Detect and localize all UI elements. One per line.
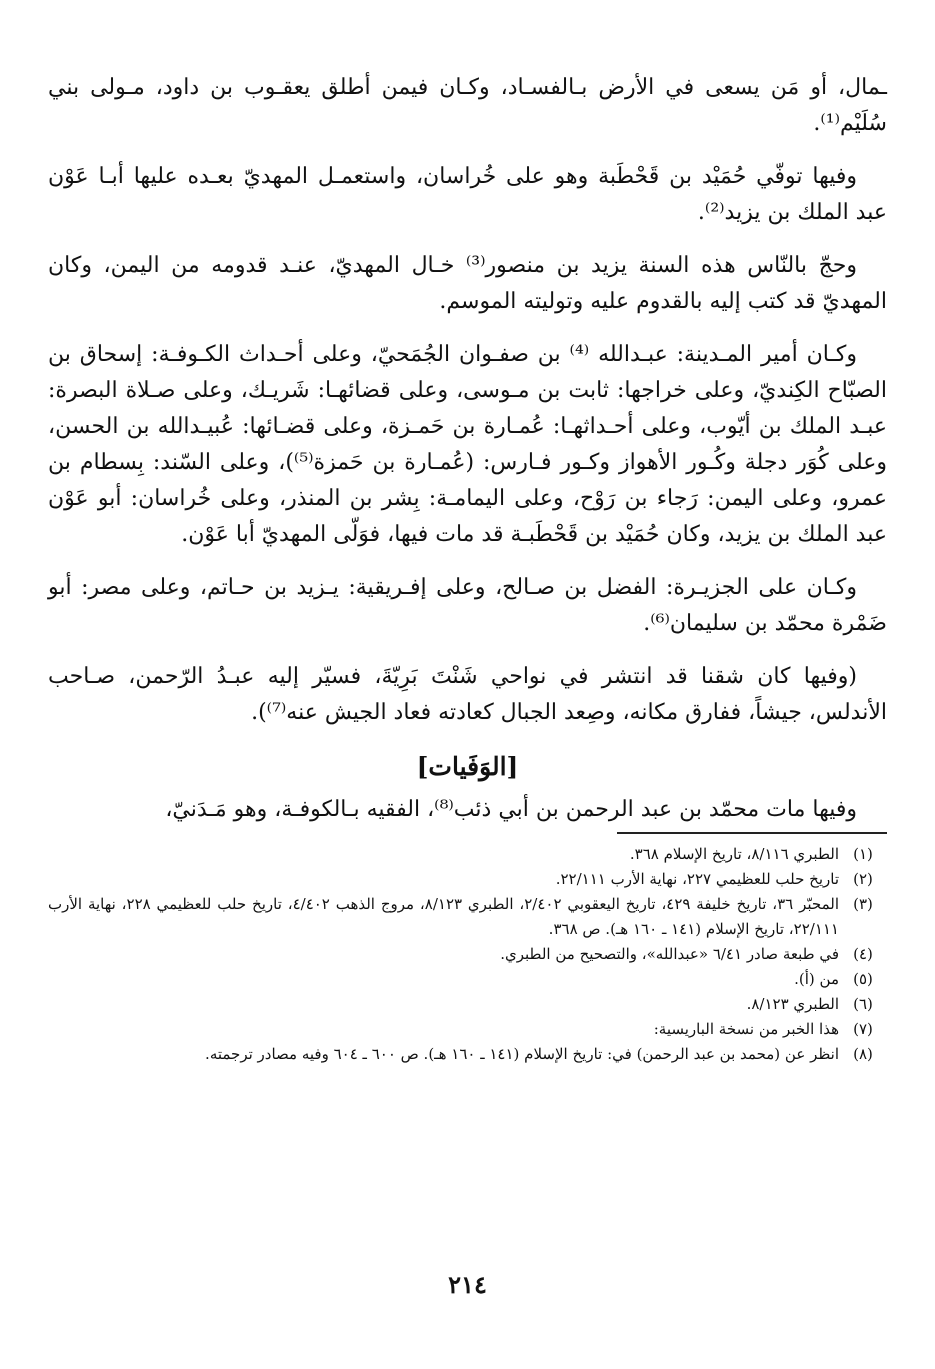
footnote-divider — [617, 832, 887, 834]
footnotes — [48, 842, 887, 1067]
footnote — [48, 867, 887, 892]
footnote-text: في طبعة صادر ٦/٤١ «عبدالله»، والتصحيح من الطبري. — [500, 945, 839, 963]
footnote-number: (١) — [853, 845, 873, 863]
footnote-number: (٤) — [853, 945, 873, 963]
footnote-number: (٦) — [853, 995, 873, 1013]
section-title: [الوَفَيات] — [416, 752, 519, 781]
paragraph-last: وفيها مات محمّد بن عبد الرحمن بن أبي ذئب⁽⁸⁾، الفقيه بـالكوفـة، وهو مَـدَنيّ، — [165, 797, 857, 822]
footnote — [48, 842, 887, 867]
footnote — [48, 992, 887, 1017]
footnote — [48, 892, 887, 942]
footnote-text: من (أ). — [794, 970, 839, 988]
footnote-number: (٨) — [853, 1045, 873, 1063]
paragraph-2: وفيها توفّي حُمَيْد بن قَحْطَبة وهو على خُراسان، واستعمـل المهديّ بعـده عليها أبـا عَوْن عبد الملك بن يزيد⁽²⁾. — [48, 164, 887, 225]
paragraph-4: وكـان أمير المـدينة: عبـدالله ⁽⁴⁾ بن صفـوان الجُمَحيّ، وعلى أحـداث الكـوفـة: إسحاق بن الصبّاح الكِنديّ، وعلى خراجها: ثابت بن مـوسى، وعلى قضائهـا: شَريـك، وعلى صـلاة البصرة: عبـد الملك بن أيّوب، وعلى أحـداثهـا: عُمـارة بن حَمـزة، وعلى قضـائها: عُبيـدالله بن الحسن، وعلى كُوَر دجلة وكُـور الأهواز وكـور فـارس: (عُمـارة بن حَمزة⁽⁵⁾)، وعلى السّند: بِسطام بن عمرو، وعلى اليمن: رَجاء بن رَوْح، وعلى اليمامـة: بِشر بن المنذر، وعلى خُراسان: أبو عَوْن عبد الملك بن يزيد، وكان حُمَيْد بن قَحْطَبـة قد مات فيها، فوَلّى المهديّ أبا عَوْن. — [48, 342, 887, 547]
footnote-number: (٢) — [853, 870, 873, 888]
paragraph-1: ـمال، أو مَن يسعى في الأرض بـالفسـاد، وكـان فيمن أطلق يعقـوب بن داود، مـولى بني سُلَيْم⁽¹⁾. — [48, 75, 887, 136]
footnote-text: الطبري ٨/١٢٣. — [746, 995, 839, 1013]
footnote — [48, 1042, 887, 1067]
footnote-text: المحبّر ٣٦، تاريخ خليفة ٤٢٩، تاريخ اليعقوبي ٢/٤٠٢، الطبري ٨/١٢٣، مروج الذهب ٤/٤٠٢، تاريخ حلب للعظيمي ٢٢٨، نهاية الأرب ٢٢/١١١، تاريخ الإسلام (١٤١ ـ ١٦٠ هـ). ص ٣٦٨. — [48, 895, 840, 938]
paragraph-6: (وفيها كان شقنا قد انتشر في نواحي شَنْتَ بَرِيّةَ، فسيّر إليه عبـدُ الرّحمن، صـاحب الأندلس، جيشاً، ففارق مكانه، وصِعد الجبال كعادته فعاد الجيش عنه⁽⁷⁾). — [48, 664, 887, 725]
footnote-number: (٣) — [853, 895, 873, 913]
footnote-text: الطبري ٨/١١٦، تاريخ الإسلام ٣٦٨. — [629, 845, 839, 863]
paragraph-3: وحجّ بالنّاس هذه السنة يزيد بن منصور⁽³⁾ خـال المهديّ، عنـد قدومه من اليمن، وكان المهديّ قد كتب إليه بالقدوم عليه وتوليته الموسم. — [48, 253, 887, 314]
footnote — [48, 942, 887, 967]
footnote-text: تاريخ حلب للعظيمي ٢٢٧، نهاية الأرب ٢٢/١١١. — [555, 870, 839, 888]
page-number: ٢١٤ — [448, 1270, 487, 1299]
footnote-number: (٥) — [853, 970, 873, 988]
footnote — [48, 967, 887, 992]
footnote-number: (٧) — [853, 1020, 873, 1038]
footnote-text: انظر عن (محمد بن عبد الرحمن) في: تاريخ الإسلام (١٤١ ـ ١٦٠ هـ). ص ٦٠٠ ـ ٦٠٤ وفيه مصادر ترجمته. — [205, 1045, 839, 1063]
page-body — [48, 70, 887, 1369]
paragraph-5: وكـان على الجزيـرة: الفضل بن صـالح، وعلى إفـريقية: يـزيد بن حـاتم، وعلى مصر: أبو ضَمْرة محمّد بن سليمان⁽⁶⁾. — [48, 575, 887, 636]
footnote — [48, 1017, 887, 1042]
footnote-text: هذا الخبر من نسخة الباريسية: — [653, 1020, 839, 1038]
